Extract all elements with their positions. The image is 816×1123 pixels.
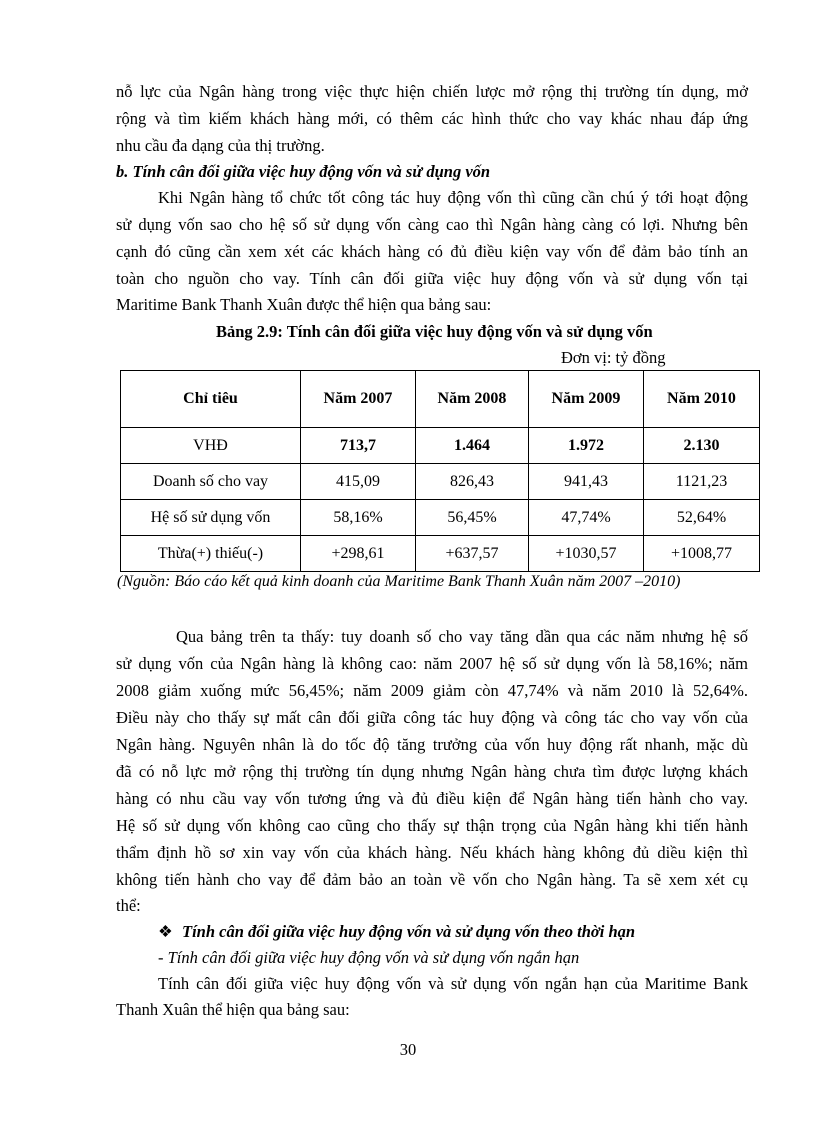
header-cell: Năm 2007 [301, 371, 416, 428]
table-cell: 1.464 [416, 428, 529, 464]
table-source: (Nguồn: Báo cáo kết quả kinh doanh của Maritime Bank Thanh Xuân năm 2007 –2010) [117, 573, 681, 590]
analysis-line: không tiến hành cho vay để đảm bảo an toàn về vốn cho Ngân hàng. Ta sẽ xem xét cụ [116, 870, 748, 889]
table-cell: +1030,57 [529, 536, 644, 572]
section-line: toàn cho nguồn cho vay. Tính cân đối giữa việc huy động vốn và sử dụng vốn tại [116, 269, 748, 288]
closing-line: Thanh Xuân thể hiện qua bảng sau: [116, 1000, 350, 1019]
table-cell: 1.972 [529, 428, 644, 464]
analysis-line: thể: [116, 896, 141, 915]
table-cell: 826,43 [416, 464, 529, 500]
analysis-line: sử dụng vốn của Ngân hàng là không cao: năm 2007 hệ số sử dụng vốn là 58,16%; năm [116, 654, 748, 673]
bullet-heading: Tính cân đối giữa việc huy động vốn và sử dụng vốn theo thời hạn [182, 922, 636, 941]
row-label: Doanh số cho vay [121, 464, 301, 500]
intro-line: rộng và tìm kiếm khách hàng mới, có thêm các hình thức cho vay khác nhau đáp ứng [116, 109, 748, 128]
table-row [121, 500, 760, 536]
closing-line: Tính cân đối giữa việc huy động vốn và sử dụng vốn ngắn hạn của Maritime Bank [158, 974, 748, 993]
analysis-line: Ngân hàng. Nguyên nhân là do tốc độ tăng trưởng của vốn huy động rất nhanh, mặc dù [116, 735, 748, 754]
table-cell: 52,64% [644, 500, 760, 536]
analysis-line: hàng có nhu cầu vay vốn tương ứng và đủ điều kiện để Ngân hàng tiến hành cho vay. [116, 789, 748, 808]
analysis-line: 2008 giảm xuống mức 56,45%; năm 2009 giảm còn 47,74% và năm 2010 là 52,64%. [116, 681, 748, 700]
table-cell: +298,61 [301, 536, 416, 572]
row-label: Hệ số sử dụng vốn [121, 500, 301, 536]
table-header-row [121, 371, 760, 428]
analysis-line: đã có nỗ lực mở rộng thị trường tín dụng nhưng Ngân hàng chưa tìm được lượng khách [116, 762, 748, 781]
header-cell: Năm 2009 [529, 371, 644, 428]
section-line: cạnh đó cũng cần xem xét các khách hàng có đủ điều kiện vay vốn để đảm bảo tính an [116, 242, 748, 261]
table-cell: 2.130 [644, 428, 760, 464]
table-row [121, 464, 760, 500]
analysis-line: Hệ số sử dụng vốn không cao cũng cho thấy sự thận trọng của Ngân hàng khi tiến hành [116, 816, 748, 835]
table-cell: 58,16% [301, 500, 416, 536]
section-line: Maritime Bank Thanh Xuân được thể hiện qua bảng sau: [116, 295, 492, 314]
sub-heading: - Tính cân đối giữa việc huy động vốn và sử dụng vốn ngắn hạn [158, 948, 580, 967]
table-cell: 415,09 [301, 464, 416, 500]
table-cell: +637,57 [416, 536, 529, 572]
analysis-line: Qua bảng trên ta thấy: tuy doanh số cho vay tăng dần qua các năm nhưng hệ số [176, 627, 748, 646]
table-cell: 56,45% [416, 500, 529, 536]
table-cell: +1008,77 [644, 536, 760, 572]
header-cell: Chỉ tiêu [121, 371, 301, 428]
intro-line: nỗ lực của Ngân hàng trong việc thực hiện chiến lược mở rộng thị trường tín dụng, mở [116, 82, 748, 101]
header-cell: Năm 2008 [416, 371, 529, 428]
analysis-line: Điều này cho thấy sự mất cân đối giữa công tác huy động và công tác cho vay vốn của [116, 708, 748, 727]
section-line: Khi Ngân hàng tổ chức tốt công tác huy động vốn thì cũng cần chú ý tới hoạt động [158, 188, 748, 207]
analysis-line: thẩm định hồ sơ xin vay vốn của khách hàng. Nếu khách hàng không đủ diều kiện thì [116, 843, 748, 862]
row-label: VHĐ [121, 428, 301, 464]
table-cell: 941,43 [529, 464, 644, 500]
row-label: Thừa(+) thiếu(-) [121, 536, 301, 572]
capital-balance-table [120, 370, 760, 572]
page-number: 30 [399, 1040, 417, 1059]
table-cell: 47,74% [529, 500, 644, 536]
header-cell: Năm 2010 [644, 371, 760, 428]
table-cell: 713,7 [301, 428, 416, 464]
table-caption: Bảng 2.9: Tính cân đối giữa việc huy động vốn và sử dụng vốn [216, 322, 653, 341]
intro-line: nhu cầu đa dạng của thị trường. [116, 136, 325, 155]
table-row [121, 536, 760, 572]
diamond-bullet-icon: ❖ [158, 922, 173, 941]
section-heading: b. Tính cân đối giữa việc huy động vốn và sử dụng vốn [116, 162, 491, 181]
section-line: sử dụng vốn sao cho hệ số sử dụng vốn càng cao thì Ngân hàng càng có lợi. Nhưng bên [116, 215, 748, 234]
table-unit: Đơn vị: tỷ đồng [561, 348, 666, 367]
table-cell: 1121,23 [644, 464, 760, 500]
table-row [121, 428, 760, 464]
